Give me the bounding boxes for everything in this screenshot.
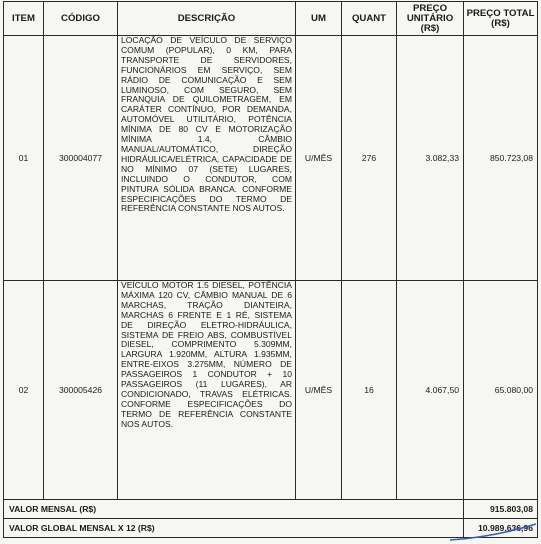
header-descricao: DESCRIÇÃO	[118, 2, 296, 36]
signature-mark	[440, 520, 540, 544]
row-um: U/MÊS	[296, 36, 342, 281]
row-quant: 16	[342, 281, 397, 500]
row-preco-total: 65.080,00	[464, 281, 538, 500]
row-codigo: 300004077	[44, 36, 118, 281]
row-preco-unitario: 3.082,33	[397, 36, 464, 281]
row-descricao: LOCAÇÃO DE VEÍCULO DE SERVIÇO COMUM (POPULAR), 0 KM, PARA TRANSPORTE DE SERVIDORES, FUNCIONÁRIOS EM SERVIÇO, SEM RÁDIO DE COMUNICAÇÃO E SEM LUMINOSO, COM SEGURO, SEM FRANQUIA DE QUILOMETRAGEM, EM CARÁTER CONTÍNUO, POR DEMANDA, AUTOMÓVEL UTILITÁRIO, POTÊNCIA MÍNIMA DE 80 CV E MOTORIZAÇÃO MÍNIMA 1.4, CÂMBIO MANUAL/AUTOMÁTICO, DIREÇÃO HIDRÁULICA/ELÉTRICA, CAPACIDADE DE NO MÍNIMO 07 (SETE) LUGARES, INCLUINDO O CONDUTOR, COM PINTURA SÓLIDA BRANCA. CONFORME ESPECIFICAÇÕES DO TERMO DE REFERÊNCIA CONSTANTE NOS AUTOS.	[118, 36, 296, 281]
total-global-value: 10.989.636,96	[464, 519, 538, 538]
row-descricao: VEÍCULO MOTOR 1.5 DIESEL, POTÊNCIA MÁXIMA 120 CV, CÂMBIO MANUAL DE 6 MARCHAS, TRAÇÃO DIANTEIRA, MARCHAS 6 FRENTE E 1 RÉ, SISTEMA DE DIREÇÃO ELETRO-HIDRÁULICA, SISTEMA DE FREIO ABS, COMBUSTÍVEL DIESEL, COMPRIMENTO 5.309MM, LARGURA 1.920MM, ALTURA 1.935MM, ENTRE-EIXOS 3.275MM, NÚMERO DE PASSAGEIROS 1 CONDUTOR + 10 PASSAGEIROS (11 LUGARES), AR CONDICIONADO, TRAVAS ELÉTRICAS. CONFORME ESPECIFICAÇÕES DO TERMO DE REFERÊNCIA CONSTANTE NOS AUTOS.	[118, 281, 296, 500]
row-item: 01	[4, 36, 44, 281]
total-mensal-label: VALOR MENSAL (R$)	[4, 500, 464, 519]
row-item: 02	[4, 281, 44, 500]
header-row	[4, 2, 538, 36]
total-global-label: VALOR GLOBAL MENSAL X 12 (R$)	[4, 519, 464, 538]
row-um: U/MÊS	[296, 281, 342, 500]
total-mensal-value: 915.803,08	[464, 500, 538, 519]
row-preco-unitario: 4.067,50	[397, 281, 464, 500]
header-codigo: CÓDIGO	[44, 2, 118, 36]
row-quant: 276	[342, 36, 397, 281]
header-item: ITEM	[4, 2, 44, 36]
table-row	[4, 281, 538, 500]
price-table	[3, 1, 538, 538]
header-um: UM	[296, 2, 342, 36]
total-mensal-row	[4, 500, 538, 519]
header-quant: QUANT	[342, 2, 397, 36]
row-codigo: 300005426	[44, 281, 118, 500]
row-preco-total: 850.723,08	[464, 36, 538, 281]
header-preco-total: PREÇO TOTAL (R$)	[464, 2, 538, 36]
table-row	[4, 36, 538, 281]
header-preco-unitario: PREÇO UNITÁRIO (R$)	[397, 2, 464, 36]
